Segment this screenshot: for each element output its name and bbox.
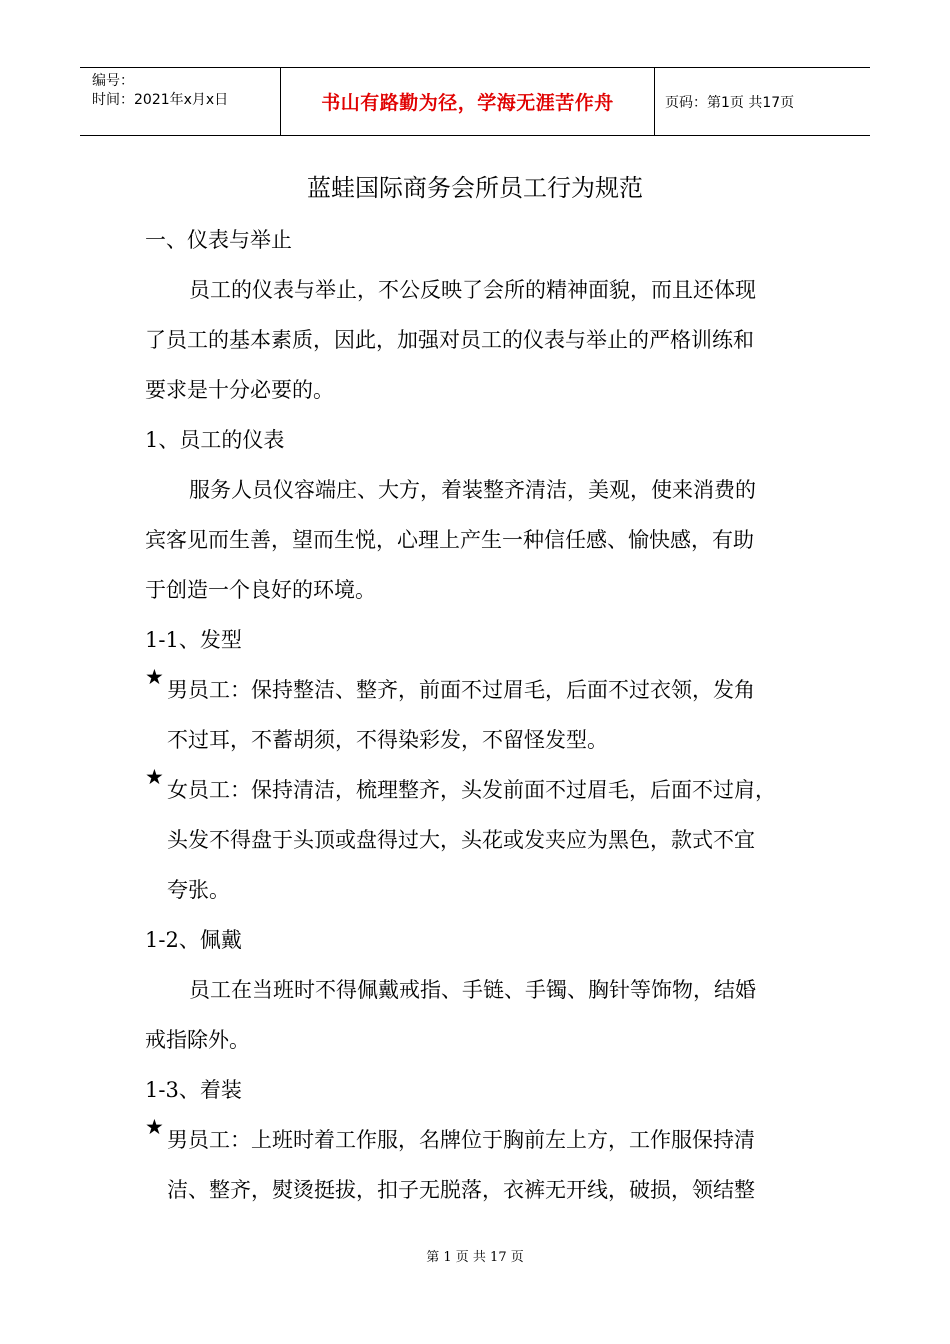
paragraph-line: 于创造一个良好的环境。 bbox=[145, 578, 376, 602]
page-info: 页码：第1页 共17页 bbox=[665, 94, 795, 111]
time-label: 时间：2021年x月x日 bbox=[92, 92, 229, 108]
page-footer: 第 1 页 共 17 页 bbox=[426, 1250, 524, 1265]
bullet-line: 洁、整齐，熨烫挺拔，扣子无脱落，衣裤无开线，破损，领结整 bbox=[167, 1178, 755, 1202]
paragraph-line: 要求是十分必要的。 bbox=[145, 378, 334, 402]
bullet-line: 男员工：保持整洁、整齐，前面不过眉毛，后面不过衣领，发角 bbox=[167, 678, 755, 702]
paragraph-line: 戒指除外。 bbox=[145, 1028, 250, 1052]
bullet-line: 男员工：上班时着工作服，名牌位于胸前左上方，工作服保持清 bbox=[167, 1128, 755, 1152]
bullet-line: 夸张。 bbox=[167, 878, 230, 902]
document-title: 蓝蛙国际商务会所员工行为规范 bbox=[307, 174, 643, 202]
paragraph-line: 宾客见而生善，望而生悦，心理上产生一种信任感、愉快感，有助 bbox=[145, 528, 754, 552]
star-icon: ★ bbox=[145, 1115, 164, 1139]
bullet-item bbox=[145, 1115, 815, 1215]
bullet-item bbox=[145, 665, 815, 765]
section-heading: 一、仪表与举止 bbox=[145, 228, 292, 252]
bullet-line: 不过耳，不蓄胡须，不得染彩发，不留怪发型。 bbox=[167, 728, 608, 752]
bullet-line: 女员工：保持清洁，梳理整齐，头发前面不过眉毛，后面不过肩， bbox=[167, 778, 776, 802]
header-motto: 书山有路勤为径，学海无涯苦作舟 bbox=[321, 92, 614, 114]
document-header bbox=[80, 67, 870, 136]
header-motto-cell bbox=[281, 68, 655, 135]
document-body bbox=[145, 215, 815, 1215]
paragraph-line: 员工在当班时不得佩戴戒指、手链、手镯、胸针等饰物，结婚 bbox=[189, 978, 756, 1002]
bullet-item bbox=[145, 765, 815, 915]
paragraph-line: 了员工的基本素质，因此，加强对员工的仪表与举止的严格训练和 bbox=[145, 328, 754, 352]
subsection-heading: 1-3、着装 bbox=[145, 1078, 242, 1102]
bullet-line: 头发不得盘于头顶或盘得过大，头花或发夹应为黑色，款式不宜 bbox=[167, 828, 755, 852]
subsection-heading: 1-2、佩戴 bbox=[145, 928, 242, 952]
paragraph-line: 员工的仪表与举止，不公反映了会所的精神面貌，而且还体现 bbox=[189, 278, 756, 302]
header-meta bbox=[80, 68, 281, 135]
header-page-info bbox=[655, 68, 870, 135]
star-icon: ★ bbox=[145, 765, 164, 789]
paragraph-line: 服务人员仪容端庄、大方，着装整齐清洁，美观，使来消费的 bbox=[189, 478, 756, 502]
subsection-heading: 1、员工的仪表 bbox=[145, 428, 285, 452]
star-icon: ★ bbox=[145, 665, 164, 689]
subsection-heading: 1-1、发型 bbox=[145, 628, 242, 652]
number-label: 编号： bbox=[92, 73, 134, 89]
